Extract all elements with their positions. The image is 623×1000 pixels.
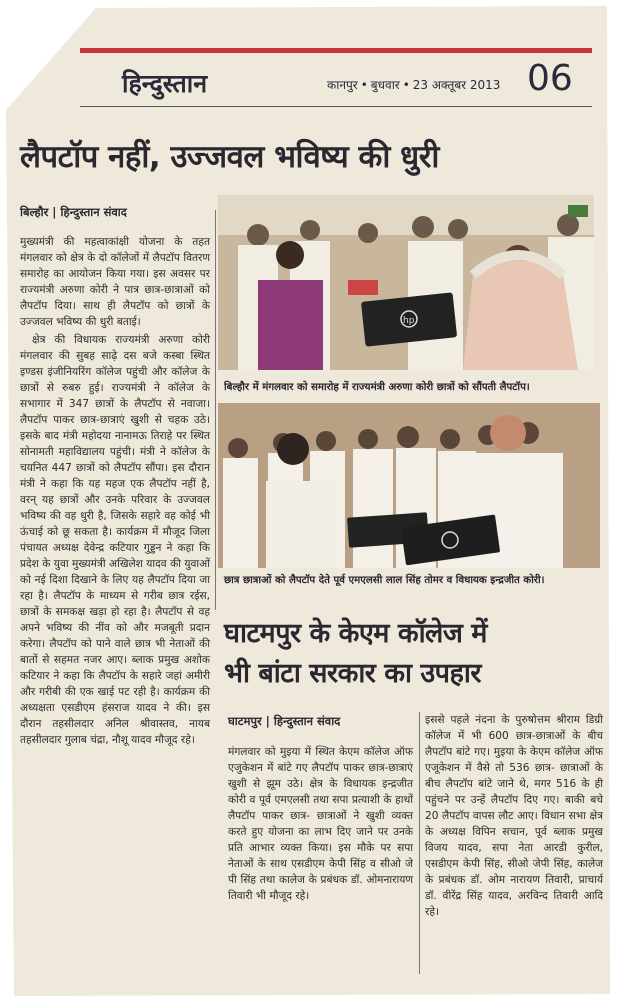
story2-byline: घाटमपुर | हिन्दुस्तान संवाद	[228, 714, 341, 728]
dateline-city: कानपुर	[327, 78, 358, 92]
story1-paragraph: क्षेत्र की विधायक राज्यमंत्री अरुणा कोरी मंगलवार की सुबह साढ़े दस बजे कस्बा स्थित इण्डस इंजीनियरिंग कॉलेज पहुंची और कॉलेज के छात्रों से रुबरु हुई। राज्यमंत्री ने कॉलेज के सभागार में 347 छात्रों के लैपटॉप से नवाजा। लैपटॉप पाकर छात्र-छात्राएं खुशी से चहक उठे। इसके बाद मंत्री महोदया नानामऊ तिराहे पर स्थित सोनामती महाविद्यालय पहुंची। मंत्री ने कॉलेज के चयनित 447 छात्रों को लैपटॉप सौंपा। इस दौरान मंत्री ने कहा कि यह महज एक लैपटॉप नहीं है, वरन् यह छात्रों और उनके परिवार के उज्जवल भविष्य की वह धुरी है, जिसके सहारे वह कोई भी ऊंचाई को छू सकता है। कार्यक्रम में मौजूद जिला पंचायत अध्यक्ष देवेन्द्र कटियार गुड्डन ने कहा कि प्रदेश के युवा मुख्यमंत्री अखिलेश यादव की युवाओं को नई दिशा दिखाने के लिए यह लैपटॉप दिया जा रहा है। लैपटॉप के माध्यम से गरीब छात्र रईस, छात्रों के समकक्ष खड़ा हो रहा है। लैपटॉप से वह अपने भविष्य की नींव को और मजबूती प्रदान करेगा। लैपटॉप को पाने वाले छात्र भी नेताओं की बातों से सहमत नजर आए। ब्लाक प्रमुख अशोक कटियार ने कहा कि लैपटॉप के सहारे जहां अमीरी और गरीबी की एक खाई पट रही है। कार्यक्रम की अध्यक्षता एसडीएम हंसराज यादव ने की। इस दौरान तहसीलदार अनिल श्रीवास्तव, नायब तहसीलदार गुलाब चंद्रा, नौशू यादव मौजूद रहे।	[20, 334, 210, 746]
photo-laptop-handover-1	[218, 195, 594, 370]
laptop-logo-text: hp	[403, 316, 415, 326]
column-divider	[419, 712, 420, 974]
story1-body	[20, 234, 210, 750]
story1-paragraph: मुख्यमंत्री की महत्वाकांक्षी योजना के तहत मंगलवार को क्षेत्र के दो कॉलेजों में लैपटॉप वितरण समारोह का आयोजन किया गया। इस अवसर पर राज्यमंत्री अरुणा कोरी ने पात्र छात्र-छात्राओं को लैपटॉप दिया। साथ ही लैपटॉप को छात्रों के उज्जवल भविष्य की धुरी बताई।	[20, 236, 210, 328]
dateline-day: बुधवार	[370, 78, 400, 92]
story2-headline-line2: भी बांटा सरकार का उपहार	[224, 658, 481, 689]
dateline-dot-icon: •	[360, 78, 368, 92]
photo2-caption: छात्र छात्राओं को लैपटॉप देते पूर्व एमएलसी लाल सिंह तोमर व विधायक इन्द्रजीत कोरी।	[224, 575, 545, 586]
story2-headline	[224, 614, 604, 694]
masthead-divider	[80, 106, 592, 107]
dateline	[327, 76, 503, 93]
masthead-red-rule	[80, 48, 592, 53]
story2-headline-line1: घाटमपुर के केएम कॉलेज में	[224, 618, 487, 649]
story1-byline: बिल्हौर | हिन्दुस्तान संवाद	[20, 205, 127, 219]
story2-paragraph: मंगलवार को मुइया में स्थित केएम कॉलेज ऑफ एजुकेशन में बांटे गए लैपटॉप पाकर छात्र-छात्राएं खुशी से झूम उठे। क्षेत्र के विधायक इन्द्रजीत कोरी व पूर्व एमएलसी तथा सपा प्रत्याशी के हाथों लैपटॉप पाकर छात्र- छात्राओं ने खुशी व्यक्त करते हुए योजना का लाभ दिए जाने पर उनके प्रति आभार व्यक्त किया। इस मौके पर सपा नेताओं के साथ एसडीएम केपी सिंह व सीओ जे पी सिंह तथा कालेज के प्रबंधक डॉ. ओमनारायण तिवारी भी मौजूद रहे।	[228, 746, 413, 902]
dateline-date: 23 अक्तूबर 2013	[412, 78, 501, 92]
story2-column-1	[228, 744, 413, 906]
photo1-caption: बिल्हौर में मंगलवार को समारोह में राज्यमंत्री अरुणा कोरी छात्रों को सौंपती लैपटॉप।	[224, 382, 530, 393]
photo-laptop-handover-2	[218, 403, 600, 568]
story2-paragraph: इससे पहले नंदना के पुरुषोत्तम श्रीराम डिग्री कॉलेज में भी 600 छात्र-छात्राओं के बीच लैपटॉप बांटे गए। मुइया के केएम कॉलेज ऑफ एजूकेशन में वैसे तो 536 छात्र- छात्राओं के बीच लैपटॉप बांटे जाने थे, मगर 516 के ही पहुंचने पर उन्हें लैपटॉप दिए गए। बाकी बचे 20 लैपटॉप वापस लौट आए। विधान सभा क्षेत्र के अध्यक्ष विपिन सचान, पूर्व ब्लाक प्रमुख विजय यादव, सपा नेता आरडी कुरील, एसडीएम केपी सिंह, सीओ जेपी सिंह, कालेज के प्रबंधक डॉ. ओम नारायण तिवारी, प्राचार्य डॉ. वीरेंद्र सिंह यादव, अरविन्द तिवारी आदि रहे।	[425, 714, 603, 918]
newspaper-brand: हिन्दुस्तान	[122, 69, 208, 98]
page-number: 06	[527, 58, 573, 99]
dateline-dot-icon: •	[402, 78, 410, 92]
story2-column-2	[425, 712, 603, 922]
story1-headline: लैपटॉप नहीं, उज्जवल भविष्य की धुरी	[20, 139, 439, 175]
column-divider	[215, 210, 216, 610]
